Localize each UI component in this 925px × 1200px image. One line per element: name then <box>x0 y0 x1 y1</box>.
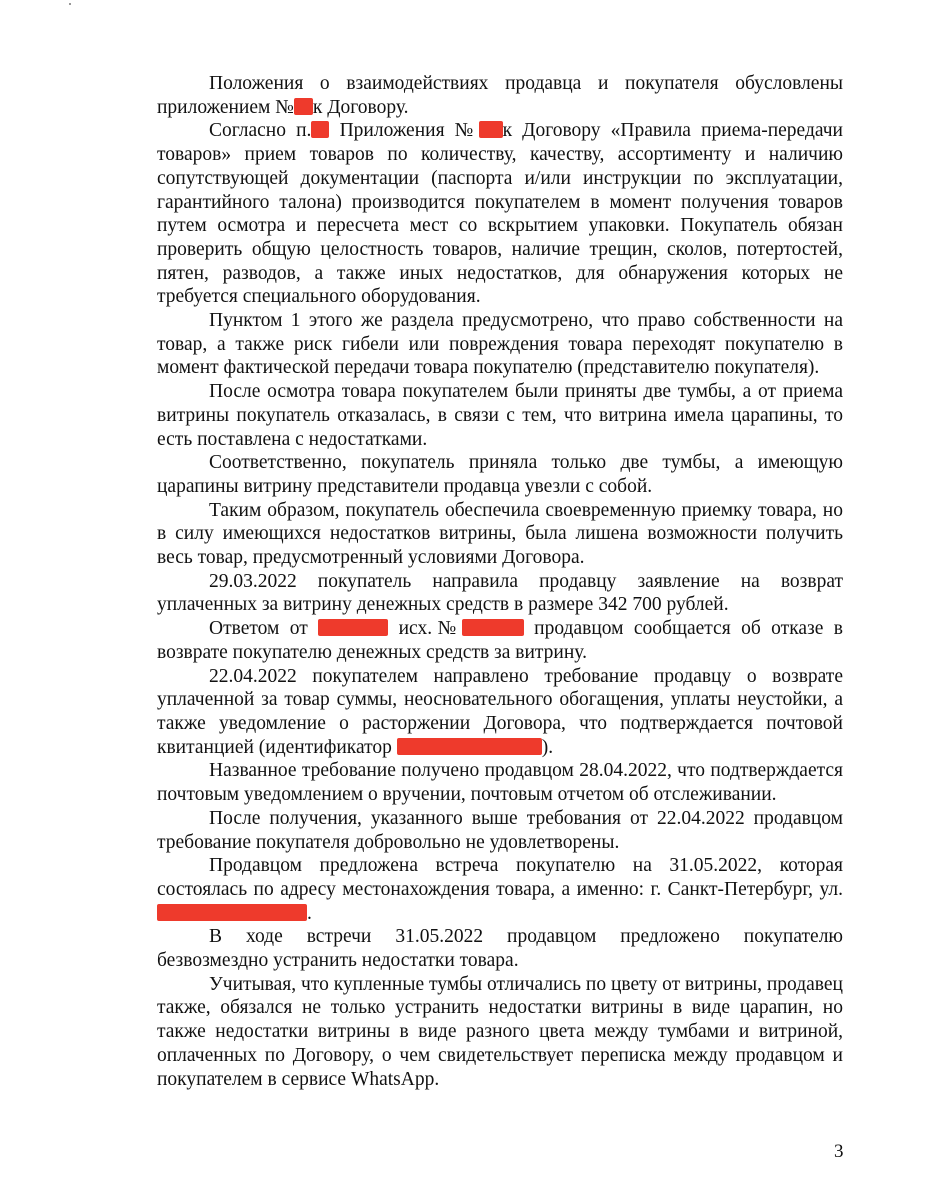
page-number: 3 <box>834 1141 844 1162</box>
redaction-mark <box>318 619 388 636</box>
paragraph <box>157 380 843 451</box>
text: ). <box>541 736 554 758</box>
paragraph <box>157 665 843 760</box>
redaction-mark <box>157 904 307 921</box>
paragraph <box>157 72 843 119</box>
paragraph <box>157 570 843 617</box>
paragraph <box>157 499 843 570</box>
text: Приложения № <box>339 120 479 142</box>
text: Согласно п. <box>209 120 312 142</box>
text: к Договору «Правила приема-передачи товаров» прием товаров по количеству, качеству, ассортименту и наличию сопутствующей документации (паспорта и/или инструкции по эксплуатации, гарантийного талона) производится покупателем в момент получения товаров путем осмотра и пересчета мест со вскрытием упаковки. Покупатель обязан проверить общую целостность товаров, наличие трещин, сколов, потертостей, пятен, разводов, а также иных недостатков, для обнаружения которых не требуется специального оборудования. <box>157 120 843 308</box>
paragraph <box>157 451 843 498</box>
text: Названное требование получено продавцом 28.04.2022, что подтверждается почтовым уведомлением о вручении, почтовым отчетом об отслеживании. <box>157 760 843 806</box>
paragraph <box>157 119 843 309</box>
redaction-mark <box>311 121 329 138</box>
redaction-mark <box>479 121 503 138</box>
text: к Договору. <box>312 96 409 118</box>
text: После получения, указанного выше требования от 22.04.2022 продавцом требование покупателя добровольно не удовлетворены. <box>157 807 843 853</box>
text: Соответственно, покупатель приняла только две тумбы, а имеющую царапины витрину представители продавца увезли с собой. <box>157 452 843 497</box>
text: исх.№ <box>398 618 462 640</box>
paragraph <box>157 807 843 854</box>
text: Учитывая, что купленные тумбы отличались по цвету от витрины, продавец также, обязался не только устранить недостатки витрины в виде царапин, но также недостатки витрины в виде разного цвета между тумбами и витриной, оплаченных по Договору, о чем свидетельствует переписка между продавцом и покупателем в сервисе WhatsApp. <box>157 973 843 1090</box>
text: Пунктом 1 этого же раздела предусмотрено, что право собственности на товар, а также риск гибели или повреждения товара переходят покупателю в момент фактической передачи товара покупателю (представителю покупателя). <box>157 310 843 379</box>
text: В ходе встречи 31.05.2022 продавцом предложено покупателю безвозмездно устранить недостатки товара. <box>157 926 843 972</box>
paragraph <box>157 309 843 380</box>
text: Ответом от <box>209 618 308 640</box>
paragraph <box>157 759 843 806</box>
text: Таким образом, покупатель обеспечила своевременную приемку товара, но в силу имеющихся недостатков витрины, была лишена возможности получить весь товар, предусмотренный условиями Договора. <box>157 499 843 569</box>
text: . <box>307 902 312 924</box>
text: Положения о взаимодействиях продавца и покупателя обусловлены приложением № <box>157 73 843 118</box>
text: 29.03.2022 покупатель направила продавцу заявление на возврат уплаченных за витрину денежных средств в размере 342 700 рублей. <box>157 570 843 616</box>
text: продавцом сообщается об отказе в возврате покупателю денежных средств за витрину. <box>157 618 844 663</box>
paragraph <box>157 973 843 1092</box>
paragraph <box>157 617 843 664</box>
redaction-mark <box>462 619 524 636</box>
text: 22.04.2022 покупателем направлено требование продавцу о возврате уплаченной за товар суммы, неосновательного обогащения, уплаты неустойки, а также уведомление о расторжении Договора, что подтверждается почтовой квитанцией (идентификатор <box>157 665 843 758</box>
paragraph <box>157 925 843 972</box>
redaction-mark <box>397 738 542 755</box>
text: Продавцом предложена встреча покупателю на 31.05.2022, которая состоялась по адресу местонахождения товара, а именно: г. Санкт-Петербург, ул. <box>157 855 843 900</box>
text: После осмотра товара покупателем были приняты две тумбы, а от приема витрины покупатель отказалась, в связи с тем, что витрина имела царапины, то есть поставлена с недостатками. <box>157 381 843 450</box>
redaction-mark <box>294 98 313 115</box>
document-body <box>157 72 843 1091</box>
paragraph <box>157 854 843 925</box>
scan-speck <box>69 3 71 5</box>
